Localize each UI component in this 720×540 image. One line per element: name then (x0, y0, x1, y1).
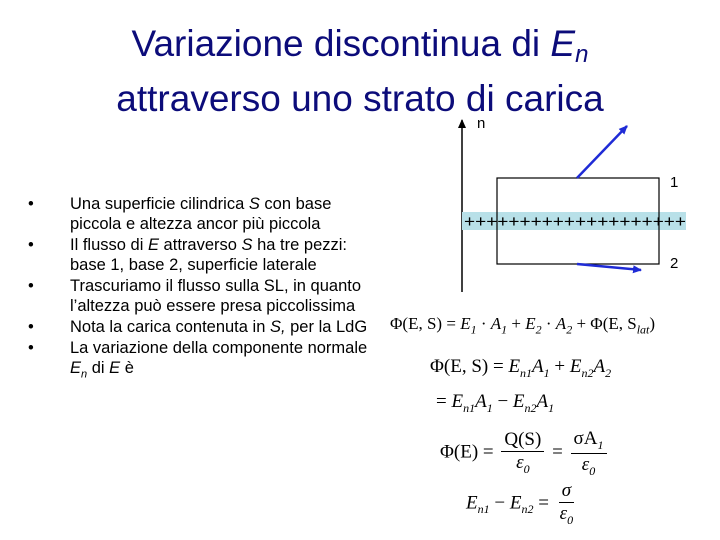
bullet-var: S, (269, 318, 286, 336)
eq-text: − (492, 391, 513, 412)
eq-sub: 1 (501, 322, 508, 337)
eq-text: + (507, 314, 526, 333)
frac-denominator (579, 454, 599, 479)
eq-var: A (532, 356, 544, 377)
bullet-var: S (241, 236, 253, 254)
bullet-item (28, 317, 378, 337)
eq-sub: 2 (566, 322, 573, 337)
eq-sub: n2 (524, 400, 537, 415)
fraction (501, 429, 544, 477)
eq-var: ε (581, 453, 590, 475)
eq-text: − (489, 492, 510, 514)
bullet-list (28, 194, 378, 385)
eq-sub: 2 (605, 365, 612, 380)
base-label-1: 1 (670, 174, 679, 191)
bullet-dot: • (28, 195, 34, 213)
bullet-dot: • (28, 318, 34, 336)
equation-flux-sum (390, 314, 655, 337)
eq-var: A (593, 356, 606, 377)
eq-text: = (547, 441, 568, 463)
eq-sub: n1 (477, 502, 490, 517)
eq-text: + Φ(E, S (572, 314, 637, 333)
eq-var: E (509, 492, 522, 514)
eq-text: σA (573, 428, 598, 449)
equation-difference (436, 391, 554, 416)
bullet-text: per la LdG (285, 318, 368, 336)
bullet-text: La variazione della componente normale (70, 339, 368, 357)
bullet-text: Trascuriamo il flusso sulla SL, in quanto l’altezza può essere presa piccolissima (70, 277, 362, 315)
eq-sub: 1 (486, 400, 493, 415)
bullet-text: Nota la carica contenuta in (70, 318, 270, 336)
bullet-text: attraverso (158, 236, 242, 254)
eq-sub: 1 (548, 400, 555, 415)
frac-denominator (513, 452, 533, 477)
equation-jump (466, 480, 579, 528)
eq-text: ) (649, 314, 656, 333)
bullet-dot: • (28, 236, 34, 254)
title-line-2: attraverso uno strato di carica (116, 78, 604, 119)
eq-sub: 1 (597, 437, 604, 452)
eq-var: E (508, 356, 521, 377)
eq-text: Φ(E, S) = (390, 314, 461, 333)
title-var: E (550, 23, 576, 64)
bullet-var: E (109, 359, 121, 377)
bullet-text: di (87, 359, 110, 377)
axis-label-n: n (477, 115, 486, 132)
bullet-dot: • (28, 339, 34, 357)
frac-numerator (571, 428, 607, 454)
eq-var: E (451, 391, 464, 412)
eq-sub: 0 (523, 462, 530, 477)
eq-sub: 0 (567, 512, 574, 527)
bullet-dot: • (28, 277, 34, 295)
eq-text: · (476, 314, 491, 333)
title-text: Variazione discontinua di (131, 23, 551, 64)
eq-sub: 2 (535, 322, 542, 337)
eq-var: ε (516, 452, 524, 474)
bullet-text: ha tre pezzi: base 1, base 2, superficie laterale (70, 236, 347, 274)
field-arrow-2 (577, 264, 641, 270)
equation-normal-components (430, 356, 611, 381)
eq-var: E (466, 492, 478, 514)
eq-var: E (512, 391, 525, 412)
eq-sub: 1 (470, 322, 477, 337)
frac-denominator (557, 503, 577, 528)
eq-text: Φ(E, S) = (430, 356, 509, 377)
bullet-text: Il flusso di (70, 236, 148, 254)
bullet-item (28, 235, 378, 275)
equation-gauss-law (440, 428, 610, 479)
eq-var: A (555, 314, 567, 333)
charge-row: ++++++++++++++++++++ (464, 212, 687, 231)
bullet-text: è (120, 359, 134, 377)
bullet-var: E (147, 236, 159, 254)
eq-var: ε (559, 503, 568, 524)
eq-sub: n2 (521, 502, 534, 517)
fraction (571, 428, 607, 479)
title-sub: n (575, 41, 589, 68)
eq-text: = (533, 492, 554, 514)
eq-text: + (549, 356, 570, 377)
bullet-var: S (248, 195, 260, 213)
fraction (557, 480, 577, 528)
eq-sub: n1 (520, 365, 533, 380)
field-arrow-1 (577, 126, 627, 178)
frac-numerator: Q(S) (501, 429, 544, 452)
eq-text: Φ(E) = (440, 441, 499, 463)
eq-var: E (525, 314, 536, 333)
eq-var: E (569, 356, 582, 377)
eq-sub: 1 (543, 365, 550, 380)
bullet-text: con base piccola e altezza ancor più piccola (70, 195, 332, 233)
eq-text: · (541, 314, 556, 333)
frac-numerator: σ (559, 480, 574, 503)
bullet-sub: n (81, 368, 88, 381)
eq-sub: lat (636, 322, 650, 337)
bullet-item (28, 194, 378, 234)
eq-text: = (436, 391, 452, 412)
eq-var: A (475, 391, 487, 412)
bullet-item (28, 276, 378, 316)
eq-sub: n2 (581, 365, 594, 380)
eq-var: A (490, 314, 502, 333)
bullet-item (28, 338, 378, 384)
bullet-text: Una superficie cilindrica (70, 195, 249, 213)
base-label-2: 2 (670, 255, 679, 272)
eq-var: E (460, 314, 471, 333)
eq-sub: 0 (589, 463, 596, 478)
bullet-var: E (70, 359, 82, 377)
eq-sub: n1 (463, 400, 476, 415)
eq-var: A (536, 391, 549, 412)
